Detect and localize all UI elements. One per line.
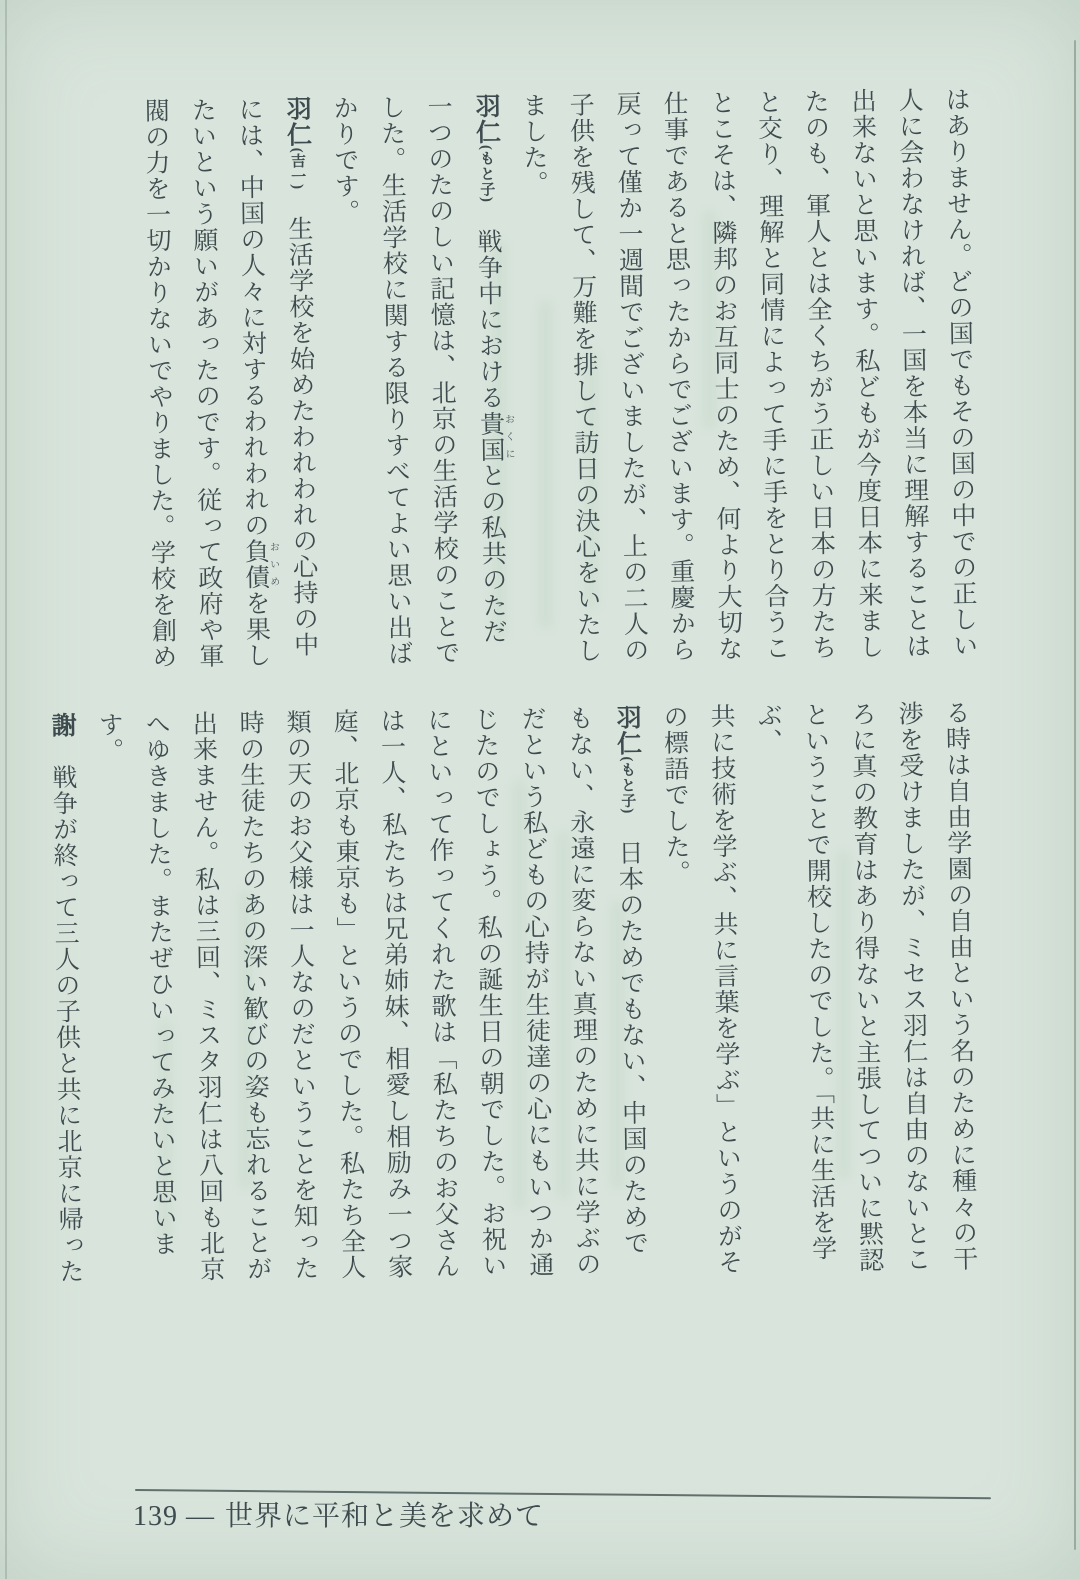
text-column [838, 701, 893, 1278]
text-column [555, 705, 610, 1282]
speaker-name: 羽仁 [283, 95, 311, 148]
text-column [320, 708, 375, 1285]
text-column [744, 89, 799, 666]
text-run: とこそは、隣邦のお互同士のため、何より大切な [706, 89, 742, 662]
text-column [272, 95, 328, 672]
text-run: ました。 [518, 92, 548, 197]
text-run: 庭、北京も東京も」というのでした。私たち全人 [329, 708, 365, 1281]
text-column [885, 87, 940, 664]
text-column [367, 94, 422, 671]
text-run: もない、永遠に変らない真理のために共に学ぶの [564, 704, 600, 1278]
text-run: 子供を残して、万難を排して訪日の決心をいたし [565, 91, 601, 664]
text-tier-top [131, 86, 987, 674]
speaker-name: 謝 [48, 712, 76, 739]
text-run: は一人、私たちは兄弟姉妹、相愛し相励み一つ家 [376, 707, 412, 1280]
text-column [838, 87, 893, 664]
page-footer [133, 1494, 544, 1534]
text-column [179, 710, 234, 1287]
speaker-name-reading: (もと子) [477, 144, 495, 203]
text-column [602, 704, 658, 1281]
text-column [885, 700, 940, 1277]
text-run: だという私どもの心持が生徒達の心にもいつか通 [517, 705, 553, 1278]
footer-separator: ― [186, 1501, 215, 1532]
text-column [650, 90, 705, 667]
text-column [791, 88, 846, 665]
page-right-edge-line [1074, 40, 1076, 1550]
text-column [178, 97, 233, 674]
text-column [131, 97, 186, 674]
text-run: 渉を受けましたが、ミセス羽仁は自由のないとこ [894, 700, 930, 1273]
text-column [414, 93, 469, 670]
text-column [509, 92, 564, 669]
text-run: たいという願いがあったのです。従って政府や軍 [188, 96, 223, 670]
text-column [367, 707, 422, 1284]
text-column [85, 711, 187, 1288]
text-column [273, 709, 328, 1286]
text-run: 一つのたのしい記憶は、北京の生活学校のことで [423, 93, 459, 666]
text-run: かりです。 [330, 94, 359, 226]
text-run: 共に技術を学ぶ、共に言葉を学ぶ」というのがそ [706, 702, 742, 1276]
text-column [556, 91, 611, 668]
text-run: 閥の力を一切かりないでやりました。学校を創め [141, 97, 177, 670]
text-run: ろに真の教育はあり得ないと主張してついに黙認 [847, 700, 883, 1274]
text-run: る時は自由学園の自由という名のために種々の干 [941, 699, 977, 1272]
text-column [38, 712, 93, 1289]
text-run: へゆきました。またぜひいってみたいと思います。 [95, 710, 177, 1258]
text-run: 戦争が終って三人の子供と共に北京に帰った [48, 738, 84, 1285]
text-run: 人に会わなければ、一国を本当に理解することは [894, 86, 930, 660]
text-run: 時の生徒たちのあの深い歓びの姿も忘れることが [236, 709, 271, 1282]
text-tier-bottom [38, 699, 987, 1288]
text-column [932, 699, 987, 1276]
text-run: 仕事であると思ったからでございます。重慶から [659, 90, 695, 663]
speaker-name: 羽仁 [471, 92, 500, 146]
text-column [508, 705, 563, 1282]
text-column [461, 93, 517, 670]
text-run: ということで開校したのでした。「共に生活を学ぶ、 [753, 701, 836, 1262]
text-run: 日本のためでもない、中国のためで [614, 813, 648, 1257]
text-column [744, 701, 846, 1278]
text-run: と交り、理解と同情によって手に手をとり合うこ [753, 88, 789, 662]
text-column [932, 86, 987, 663]
text-column [414, 707, 469, 1284]
text-run: を果し [241, 590, 270, 669]
ruby-term: 貴国おくに [476, 410, 515, 463]
footer-title: 世界に平和と美を求めて [225, 1501, 545, 1532]
text-run: には、中国の人々に対するわれわれの [235, 96, 269, 539]
text-run: した。生活学校に関する限りすべてよい思い出ば [376, 94, 412, 667]
text-run: たのも、軍人とは全くちがう正しい日本の方たち [800, 88, 836, 661]
text-column [461, 706, 516, 1283]
text-run: の標語でした。 [659, 703, 690, 886]
text-run: 生活学校を始めたわれわれの心持の中 [284, 189, 318, 658]
ruby-term: 負債おいめ [241, 537, 279, 591]
page-number: 139 [133, 1501, 178, 1532]
text-run: との私共のただ [477, 462, 507, 645]
text-column [226, 709, 281, 1286]
text-column [697, 703, 752, 1280]
text-column [697, 89, 752, 666]
speaker-name-reading: (吉一) [288, 147, 306, 190]
text-column [650, 703, 705, 1280]
speaker-name-reading: (もと子) [618, 756, 636, 814]
text-run: じたのでしょう。私の誕生日の朝でした。お祝い [470, 706, 506, 1279]
text-run: 出来ません。私は三回、ミスタ羽仁は八回も北京 [189, 710, 224, 1283]
text-run: 類の天のお父様は一人なのだということを知った [283, 708, 318, 1282]
text-column [603, 91, 658, 668]
text-run: はありません。どの国でもその国の中での正しい [941, 86, 977, 659]
text-run: 出来ないと思います。私どもが今度日本に来まし [847, 87, 883, 660]
text-run: 戦争中における [473, 202, 504, 411]
text-column [320, 95, 375, 672]
speaker-name: 羽仁 [612, 704, 641, 757]
text-run: 戻って僅か一週間でございましたが、上の二人の [612, 90, 648, 664]
text-column [225, 96, 280, 673]
text-run: にといって作ってくれた歌は「私たちのお父さん [423, 706, 459, 1280]
page-left-edge-line [5, 0, 7, 1579]
